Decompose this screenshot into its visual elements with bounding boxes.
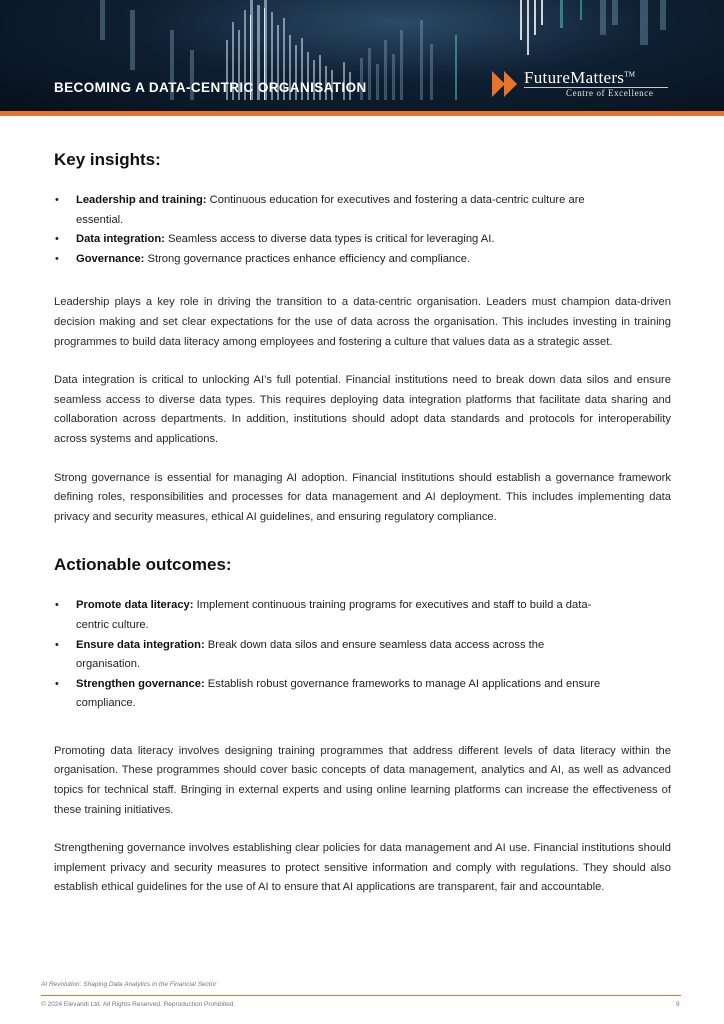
list-item-label: Governance: — [76, 252, 145, 265]
list-item-text: Continuous education for executives and fostering a data-centric culture are essential. — [76, 194, 585, 226]
list-item — [54, 636, 671, 675]
actionable-outcomes-list — [54, 596, 671, 714]
list-item-text: Break down data silos and ensure seamless data access across the organisation. — [76, 638, 545, 671]
list-item — [54, 675, 671, 714]
key-insights-heading: Key insights: — [54, 150, 161, 169]
list-item-text: Strong governance practices enhance efficiency and compliance. — [144, 252, 471, 265]
list-item — [54, 250, 671, 270]
list-item-label: Strengthen governance: — [76, 677, 205, 690]
paragraph: Strong governance is essential for managing AI adoption. Financial institutions should establish a governance framework defining roles, responsibilities and processes for data management and AI deployment. This includes implementing data privacy and security measures, ethical AI guidelines, and ensuring regulatory compliance. — [54, 471, 671, 523]
futurematters-logo — [492, 68, 677, 102]
page-section-title: BECOMING A DATA-CENTRIC ORGANISATION — [54, 80, 367, 95]
key-insights-list — [54, 191, 671, 269]
paragraph: Promoting data literacy involves designing training programmes that address different levels of data literacy within the organisation. These programmes should cover basic concepts of data management, analytics and AI, as well as advanced topics for technical staff. Bringing in external experts and using online learning platforms can increase the effectiveness of these training initiatives. — [54, 744, 671, 816]
double-chevron-icon — [492, 71, 520, 97]
list-item — [54, 191, 671, 230]
paragraph: Strengthening governance involves establishing clear policies for data management and AI use. Financial institutions should implement privacy and security measures to protect sensitive information and comply with regulations. They should also establish ethical guidelines for the use of AI to ensure that AI applications are transparent, fair and accountable. — [54, 842, 671, 894]
header-banner — [0, 0, 724, 113]
logo-trademark: TM — [624, 70, 636, 79]
actionable-outcomes-heading: Actionable outcomes: — [54, 555, 232, 575]
header-accent-rule — [0, 111, 724, 116]
paragraph: Data integration is critical to unlocking AI’s full potential. Financial institutions need to break down data silos and ensure seamless access to diverse data types. This requires deploying data integration platforms that facilitate data sharing and collaboration across departments. In addition, institutions should adopt data standards and protocols for interoperability across systems and applications. — [54, 374, 671, 445]
footer-rule — [41, 995, 681, 996]
footer-copyright: © 2024 Elevandi Ltd. All Rights Reserved. Reproduction Prohibited. — [41, 1001, 236, 1008]
list-item-label: Promote data literacy: — [76, 599, 194, 612]
list-item-label: Ensure data integration: — [76, 638, 205, 651]
list-item-text: Seamless access to diverse data types is critical for leveraging AI. — [164, 233, 495, 246]
list-item-text: Implement continuous training programs for executives and staff to build a data-centric culture. — [76, 599, 592, 631]
list-item — [54, 230, 671, 250]
list-item-label: Leadership and training: — [76, 194, 207, 206]
main-content — [54, 150, 671, 898]
logo-subtitle: Centre of Excellence — [566, 88, 654, 98]
list-item — [54, 596, 671, 635]
footer-publication-title: AI Revolution: Shaping Data Analytics in the Financial Sector — [41, 981, 217, 988]
page-number: 9 — [676, 1001, 680, 1008]
paragraph: Leadership plays a key role in driving the transition to a data-centric organisation. Leaders must champion data-driven decision making and set clear expectations for the use of data across the organisation. This includes investing in training programmes to build data literacy among employees and fostering a culture that values data as a strategic asset. — [54, 296, 671, 348]
logo-wordmark: FutureMatters — [524, 68, 625, 87]
list-item-label: Data integration: — [76, 233, 165, 246]
list-item-text: Establish robust governance frameworks to manage AI applications and ensure compliance. — [76, 677, 601, 710]
